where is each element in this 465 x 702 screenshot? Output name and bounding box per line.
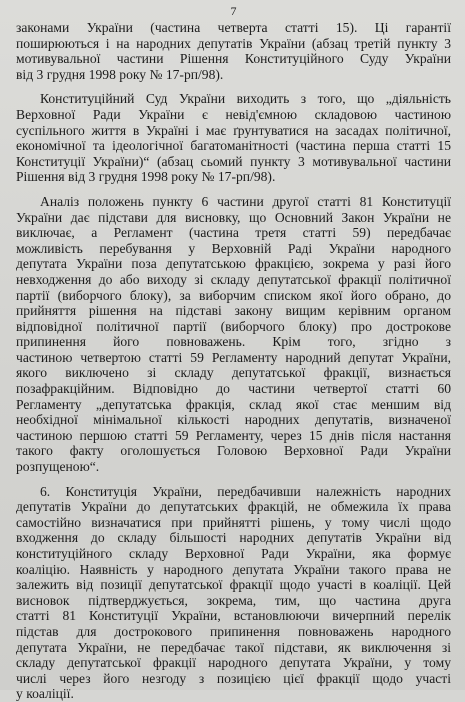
text-line: депутатів України до депутатських фракцій, не обмежила їх права [16,499,451,515]
text-line: економічної та ідеологічної багатоманітності (частина перша статті 15 [16,138,451,154]
text-line: підстав для дострокового припинення повноважень народного [16,623,451,639]
text-line: невходження до або виходу зі складу депутатської фракції політичної [16,271,451,287]
text-line: складу депутатської фракції народного депутата України, у тому [16,655,451,671]
text-line: 6. Конституція України, передбачивши належність народних [40,483,451,499]
text-line: відповідної політичної партії (виборчого блоку) про дострокове [16,318,451,334]
text-line: коаліцію. Наявність у народного депутата України такого права не [16,561,451,577]
text-line: конституційного складу Верховної Ради України, яка формує [16,546,451,561]
text-line: мотивувальної частини Рішення Конституційного Суду України [16,51,451,67]
text-line: Конституційний Суд України виходить з того, що „діяльність [40,91,451,107]
text-line: такого факту оголошується Головою Верховної Ради України [16,443,451,459]
text-line: законами України (частина четверта статті 15). Ці гарантії [16,20,451,35]
text-line: висновок підтверджується, зокрема, тим, що частина друга [16,592,451,608]
text-line: припинення його повноважень. Крім того, згідно з [16,334,451,350]
text-line: Верховної Ради України є невід'ємною складовою частиною [16,106,451,122]
text-line: суспільного життя в Україні і має ґрунтуватися на засадах політичної, [16,122,451,138]
page-number: 7 [230,4,237,18]
text-line: можливість перебування у Верховній Раді України народного [16,240,451,256]
text-line: депутата України поза депутатською фракцією, зокрема у разі його [16,256,451,272]
text-line: Регламенту „депутатська фракція, склад якої стає меншим від [16,396,451,412]
text-line: Рішення від 3 грудня 1998 року № 17-рп/98). [16,169,276,185]
text-line: залежить від позиції депутатської фракції щодо участі в коаліції. Цей [16,577,451,593]
text-line: Конституції України)“ (абзац сьомий пункту 3 мотивувальної частини [16,153,451,169]
paragraph [16,484,451,702]
text-line: необхідної мінімальної кількості народних депутатів, визначеної [16,412,451,428]
paragraph [16,20,451,82]
text-line: України дає підстави для висновку, що Основний Закон України не [16,209,451,225]
text-line: якого виключено зі складу депутатської фракції, визнається [16,365,451,381]
text-line: позафракційним. Відповідно до частини четвертої статті 60 [16,381,451,397]
text-line: розпущеною“. [16,459,100,475]
text-line: частиною четвертою статті 59 Регламенту народний депутат України, [16,349,451,365]
paragraph [16,91,451,185]
text-line: поширюються і на народних депутатів України (абзац третій пункту 3 [16,35,451,51]
paragraph [16,194,451,475]
text-line: у коаліції. [16,686,74,702]
text-line: депутата України, не передбачає такої підстави, як виключення зі [16,639,451,655]
document-body [16,20,451,702]
text-line: партії (виборчого блоку), за виборчим списком якої його обрано, до [16,287,451,303]
text-line: від 3 грудня 1998 року № 17-рп/98). [16,66,224,82]
text-line: прийняття рішення на підставі закону вищим керівним органом [16,303,451,319]
text-line: числі через його незгоду з позицією цієї фракції щодо участі [16,670,451,686]
text-line: статті 81 Конституції України, встановлюючи вичерпний перелік [16,608,451,624]
text-line: Аналіз положень пункту 6 частини другої статті 81 Конституції [40,193,451,209]
text-line: частиною першою статті 59 Регламенту, через 15 днів після настання [16,427,451,443]
text-line: входження до складу більшості народних депутатів України від [16,530,451,546]
text-line: самостійно визначатися при прийнятті рішень, у тому числі щодо [16,514,451,530]
text-line: виключає, а Регламент (частина третя статті 59) передбачає [16,225,451,241]
